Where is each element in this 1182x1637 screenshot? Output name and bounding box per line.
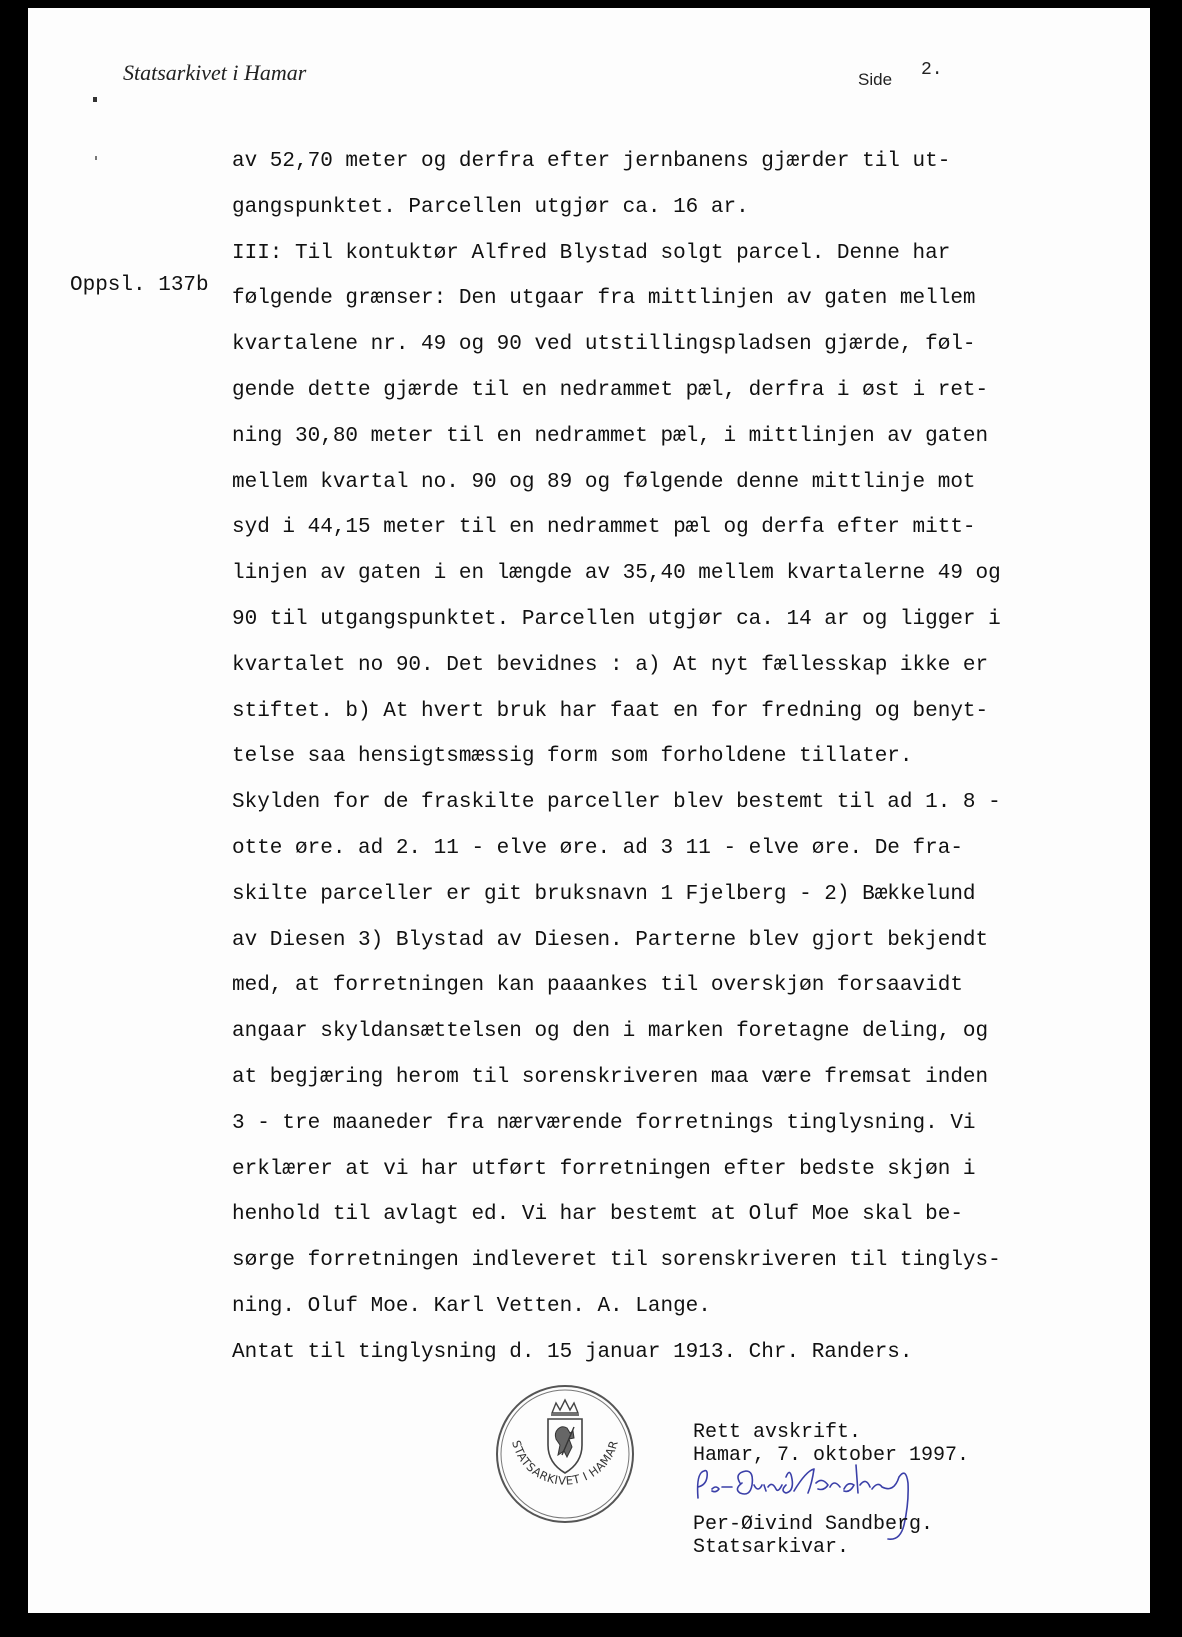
- body-line: stiftet. b) At hvert bruk har faat en for fredning og benyt-: [232, 699, 989, 723]
- body-line: henhold til avlagt ed. Vi har bestemt at Oluf Moe skal be-: [232, 1203, 963, 1227]
- margin-reference: Oppsl. 137b: [70, 274, 209, 297]
- body-line: linjen av gaten i en længde av 35,40 mellem kvartalerne 49 og: [232, 562, 1001, 586]
- side-label: Side: [858, 70, 893, 89]
- body-line: gangspunktet. Parcellen utgjør ca. 16 ar.: [232, 195, 749, 219]
- body-line: kvartalet no 90. Det bevidnes : a) At nyt fællesskap ikke er: [232, 653, 989, 677]
- body-line: skilte parceller er git bruksnavn 1 Fjelberg - 2) Bækkelund: [232, 882, 976, 906]
- body-line: ning 30,80 meter til en nedrammet pæl, i mittlinjen av gaten: [232, 424, 989, 448]
- document-page: [28, 8, 1150, 1613]
- body-line: Antat til tinglysning d. 15 januar 1913. Chr. Randers.: [232, 1340, 913, 1364]
- signatory-title: Statsarkivar.: [693, 1536, 850, 1559]
- body-line: sørge forretningen indleveret til sorenskriveren til tinglys-: [232, 1249, 1001, 1273]
- certification-line: Rett avskrift.: [693, 1421, 862, 1444]
- body-line: kvartalene nr. 49 og 90 ved utstillingspladsen gjærde, føl-: [232, 333, 976, 357]
- page-number: 2.: [921, 60, 943, 80]
- body-line: angaar skyldansættelsen og den i marken foretagne deling, og: [232, 1020, 989, 1044]
- body-line: syd i 44,15 meter til en nedrammet pæl og derfa efter mitt-: [232, 516, 976, 540]
- body-line: med, at forretningen kan paaankes til overskjøn forsaavidt: [232, 974, 963, 998]
- body-line: av Diesen 3) Blystad av Diesen. Parterne blev gjort bekjendt: [232, 928, 989, 952]
- body-line: at begjæring herom til sorenskriveren maa være fremsat inden: [232, 1065, 989, 1089]
- seal-text: STATSARKIVET I HAMAR: [509, 1438, 621, 1488]
- body-line: mellem kvartal no. 90 og 89 og følgende denne mittlinje mot: [232, 470, 976, 494]
- body-line: gende dette gjærde til en nedrammet pæl, derfra i øst i ret-: [232, 378, 989, 402]
- certification-place-date: Hamar, 7. oktober 1997.: [693, 1444, 970, 1467]
- punch-mark: [95, 156, 97, 160]
- body-text: [232, 139, 1001, 1376]
- body-line: av 52,70 meter og derfra efter jernbanens gjærder til ut-: [232, 150, 951, 173]
- body-line: følgende grænser: Den utgaar fra mittlinjen av gaten mellem: [232, 287, 976, 311]
- archive-header: Statsarkivet i Hamar: [123, 60, 307, 85]
- body-line: erklærer at vi har utført forretningen efter bedste skjøn i: [232, 1157, 976, 1181]
- certification-block: [693, 1421, 969, 1559]
- signatory-name: Per-Øivind Sandberg.: [693, 1513, 934, 1536]
- body-line: 3 - tre maaneder fra nærværende forretnings tinglysning. Vi: [232, 1111, 976, 1135]
- body-line: ning. Oluf Moe. Karl Vetten. A. Lange.: [232, 1294, 711, 1318]
- punch-mark: [93, 97, 97, 102]
- body-line: otte øre. ad 2. 11 - elve øre. ad 3 11 - elve øre. De fra-: [232, 836, 963, 860]
- body-line: 90 til utgangspunktet. Parcellen utgjør ca. 14 ar og ligger i: [232, 607, 1001, 631]
- body-line: Skylden for de fraskilte parceller blev bestemt til ad 1. 8 -: [232, 791, 1001, 815]
- body-line: telse saa hensigtsmæssig form som forholdene tillater.: [232, 745, 913, 769]
- archive-seal-icon: [494, 1383, 636, 1525]
- body-line: III: Til kontuktør Alfred Blystad solgt parcel. Denne har: [232, 241, 951, 265]
